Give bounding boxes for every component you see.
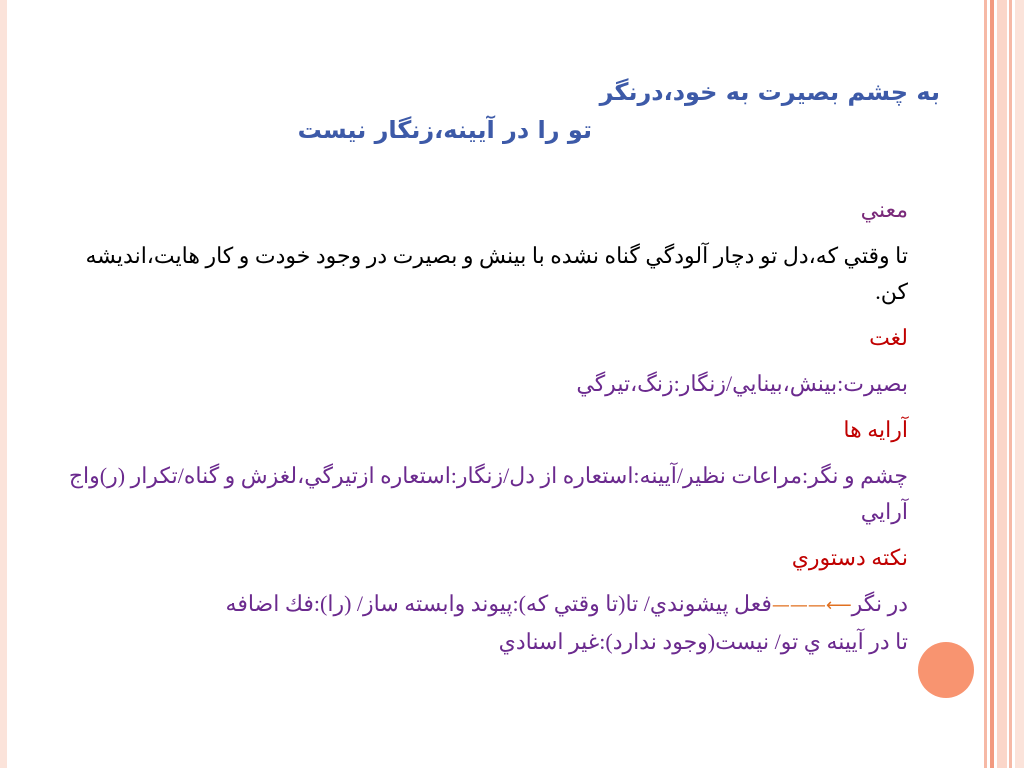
vocab-text: بصيرت:بينش،بينايي/زنگار:زنگ،تيرگي [576, 371, 908, 396]
grammar-line-1-start: در نگر [851, 591, 908, 616]
meaning-text: تا وقتي كه،دل تو دچار آلودگي گناه نشده با بينش و بصيرت در وجود خودت و كار هايت،انديشه كن. [85, 243, 908, 304]
slide-title-line-2: تو را در آیینه،زنگار نیست [297, 116, 592, 144]
grammar-line-2: تا در آيينه ي تو/ نيست(وجود ندارد):غير اسنادي [498, 629, 908, 654]
stripe [1009, 0, 1012, 768]
stripe [997, 0, 1007, 768]
meaning-heading: معني [860, 197, 908, 222]
left-border-decoration [0, 0, 7, 768]
grammar-line-1-end: فعل پيشوندي/ تا(تا وقتي كه):پيوند وابسته ساز/ (را):فك اضافه [225, 591, 772, 616]
stripe [990, 0, 994, 768]
vocab-heading: لغت [869, 325, 908, 350]
grammar-line-1 [56, 586, 908, 624]
devices-text: چشم و نگر:مراعات نظير/آيينه:استعاره از دل/زنگار:استعاره ازتيرگي،لغزش و گناه/تكرار (ر)واج آرايي [68, 463, 908, 524]
arrow-icon: ⟵——— [771, 595, 852, 616]
slide-content [56, 192, 908, 670]
stripe [984, 0, 987, 768]
right-stripe-decoration [972, 0, 1024, 768]
decorative-circle [918, 642, 974, 698]
slide-title-line-1: به چشم بصیرت به خود،درنگر [599, 78, 940, 106]
grammar-heading: نكته دستوري [791, 545, 908, 570]
devices-heading: آرايه ها [843, 417, 908, 442]
stripe [1015, 0, 1024, 768]
grammar-text [56, 586, 908, 660]
